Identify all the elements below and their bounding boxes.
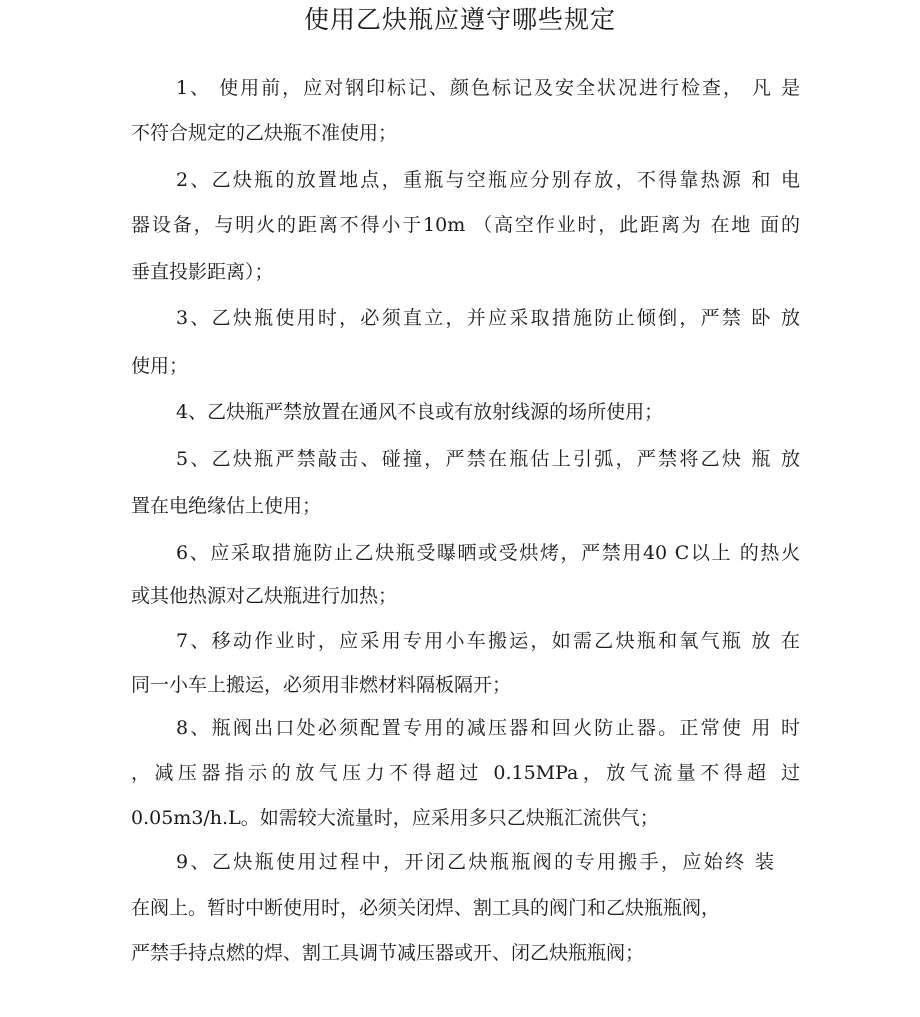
rule-5-line-1: 5、乙炔瓶严禁敲击、碰撞，严禁在瓶估上引弧，严禁将乙炔 瓶 放 bbox=[176, 448, 800, 470]
rule-8-line-1: 8、瓶阀出口处必须配置专用的减压器和回火防止器。正常使 用 时 bbox=[176, 717, 800, 739]
rule-3-line-1: 3、乙炔瓶使用时，必须直立，并应采取措施防止倾倒，严禁 卧 放 bbox=[176, 307, 800, 329]
rule-9-line-1: 9、乙炔瓶使用过程中，开闭乙炔瓶瓶阀的专用搬手，应始终 装 bbox=[176, 851, 774, 873]
rule-2-line-3: 垂直投影距离）； bbox=[131, 261, 274, 283]
rule-1-line-2: 不符合规定的乙炔瓶不准使用； bbox=[131, 122, 398, 144]
rule-8-line-2: ，减压器指示的放气压力不得超过 0.15MPa，放气流量不得超 过 bbox=[131, 762, 800, 784]
rule-9-line-3: 严禁手持点燃的焊、割工具调节减压器或开、闭乙炔瓶瓶阀； bbox=[131, 942, 645, 964]
document-title: 使用乙炔瓶应遵守哪些规定 bbox=[303, 5, 616, 34]
rule-5-line-2: 置在电绝缘估上使用； bbox=[131, 495, 322, 517]
rule-9-line-2: 在阀上。暂时中断使用时，必须关闭焊、割工具的阀门和乙炔瓶瓶阀， bbox=[131, 897, 721, 919]
rule-1-line-1: 1、 使用前，应对钢印标记、颜色标记及安全状况进行检查， 凡 是 bbox=[176, 77, 800, 99]
rule-7-line-1: 7、移动作业时，应采用专用小车搬运，如需乙炔瓶和氧气瓶 放 在 bbox=[176, 630, 800, 652]
rule-3-line-2: 使用； bbox=[131, 355, 189, 377]
rule-2-line-2: 器设备，与明火的距离不得小于10m （高空作业时，此距离为 在地 面的 bbox=[131, 214, 800, 236]
rule-7-line-2: 同一小车上搬运，必须用非燃材料隔板隔开； bbox=[131, 674, 512, 696]
rule-8-line-3: 0.05m3/h.L。如需较大流量时，应采用多只乙炔瓶汇流供气； bbox=[131, 807, 659, 829]
rule-4-line-1: 4、乙炔瓶严禁放置在通风不良或有放射线源的场所使用； bbox=[176, 401, 664, 423]
rule-2-line-1: 2、乙炔瓶的放置地点，重瓶与空瓶应分别存放，不得靠热源 和 电 bbox=[176, 169, 800, 191]
rule-6-line-1: 6、应采取措施防止乙炔瓶受曝晒或受烘烤，严禁用40 C以上 的热火 bbox=[176, 542, 800, 564]
rule-6-line-2: 或其他热源对乙炔瓶进行加热； bbox=[131, 585, 398, 607]
